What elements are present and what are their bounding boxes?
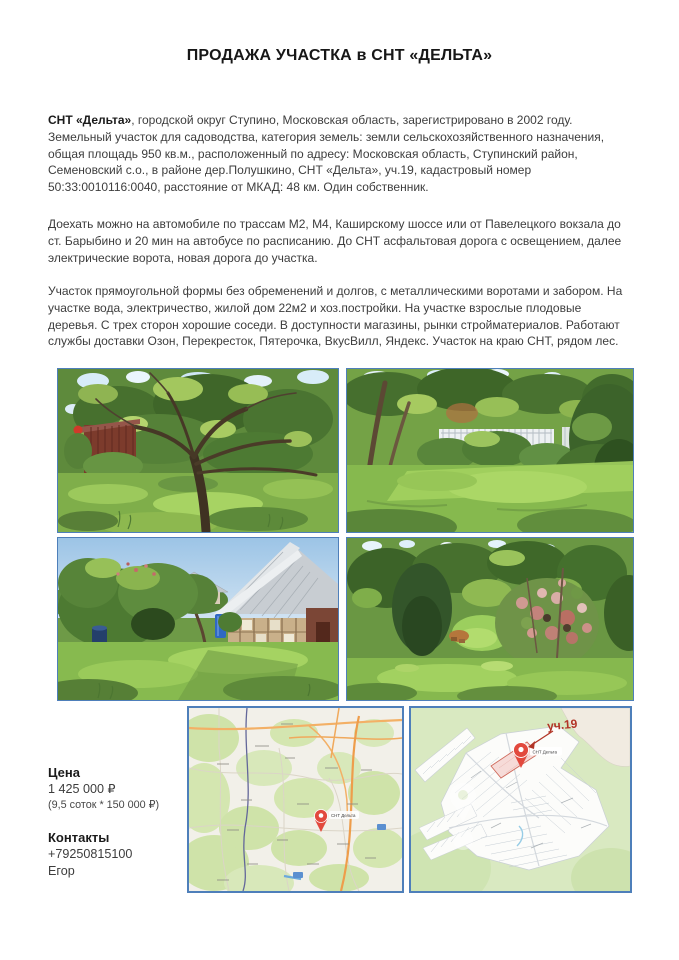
- paragraph-description: [48, 112, 634, 196]
- map-overview: [187, 706, 404, 893]
- contact-phone: +79250815100: [48, 847, 133, 861]
- price-section: [48, 764, 159, 813]
- property-photo-3: [57, 537, 339, 701]
- contact-name: Егор: [48, 864, 75, 878]
- map-detail: [409, 706, 632, 893]
- property-photo-4: [346, 537, 634, 701]
- contacts-section: [48, 829, 132, 880]
- contacts-heading: Контакты: [48, 830, 110, 845]
- paragraph-description-text: , городской округ Ступино, Московская область, зарегистрировано в 2002 году. Земельный участок для садоводства, категория земель: земли сельскохозяйственного назначения, общая площадь 950 кв.м., расположенный по адресу: Московская область, Ступинский район, Семеновский с.о., в районе дер.Полушкино, СНТ «Дельта», уч.19, кадастровый номер 50:33:0010116:0040, расстояние от МКАД: 48 км. Один собственник.: [48, 113, 605, 195]
- property-photo-1: [57, 368, 339, 533]
- snt-name-bold: СНТ «Дельта»: [48, 113, 132, 127]
- paragraph-directions: Доехать можно на автомобиле по трассам М2, М4, Каширскому шоссе или от Павелецкого вокзала до ст. Барыбино и 20 мин на автобусе по расписанию. До СНТ асфальтовая дорога с освещением, далее электрические ворота, новая дорога до участка.: [48, 217, 622, 265]
- detail-pin-label: СНТ Дельта: [532, 749, 557, 755]
- overview-pin-label: СНТ Дельта: [331, 813, 356, 818]
- price-heading: Цена: [48, 765, 80, 780]
- overview-map-image: [189, 708, 402, 891]
- garden-scene-lawn-fence-image: [347, 369, 633, 532]
- price-value: 1 425 000 ₽: [48, 782, 116, 796]
- property-photo-2: [346, 368, 634, 533]
- garden-scene-bushes-image: [347, 538, 633, 700]
- garden-scene-shed-tree-image: [58, 369, 338, 532]
- paragraph-plot-details: Участок прямоугольной формы без обременений и долгов, с металлическими воротами и забором. На участке вода, электричество, жилой дом 22м2 и хоз.постройки. На участке взрослые плодовые деревья. С трех сторон хорошие соседи. В доступности магазины, рынки стройматериалов. Работают службы доставки Озон, Перекресток, Пятерочка, ВкусВилл, Яндекс. Участок на краю СНТ, рядом лес.: [48, 284, 623, 349]
- plot-annotation: уч.19: [546, 716, 578, 734]
- page-title: ПРОДАЖА УЧАСТКА в СНТ «ДЕЛЬТА»: [186, 47, 493, 64]
- detail-map-image: [411, 708, 630, 891]
- garden-scene-house-image: [58, 538, 338, 700]
- price-note: (9,5 соток * 150 000 ₽): [48, 799, 160, 811]
